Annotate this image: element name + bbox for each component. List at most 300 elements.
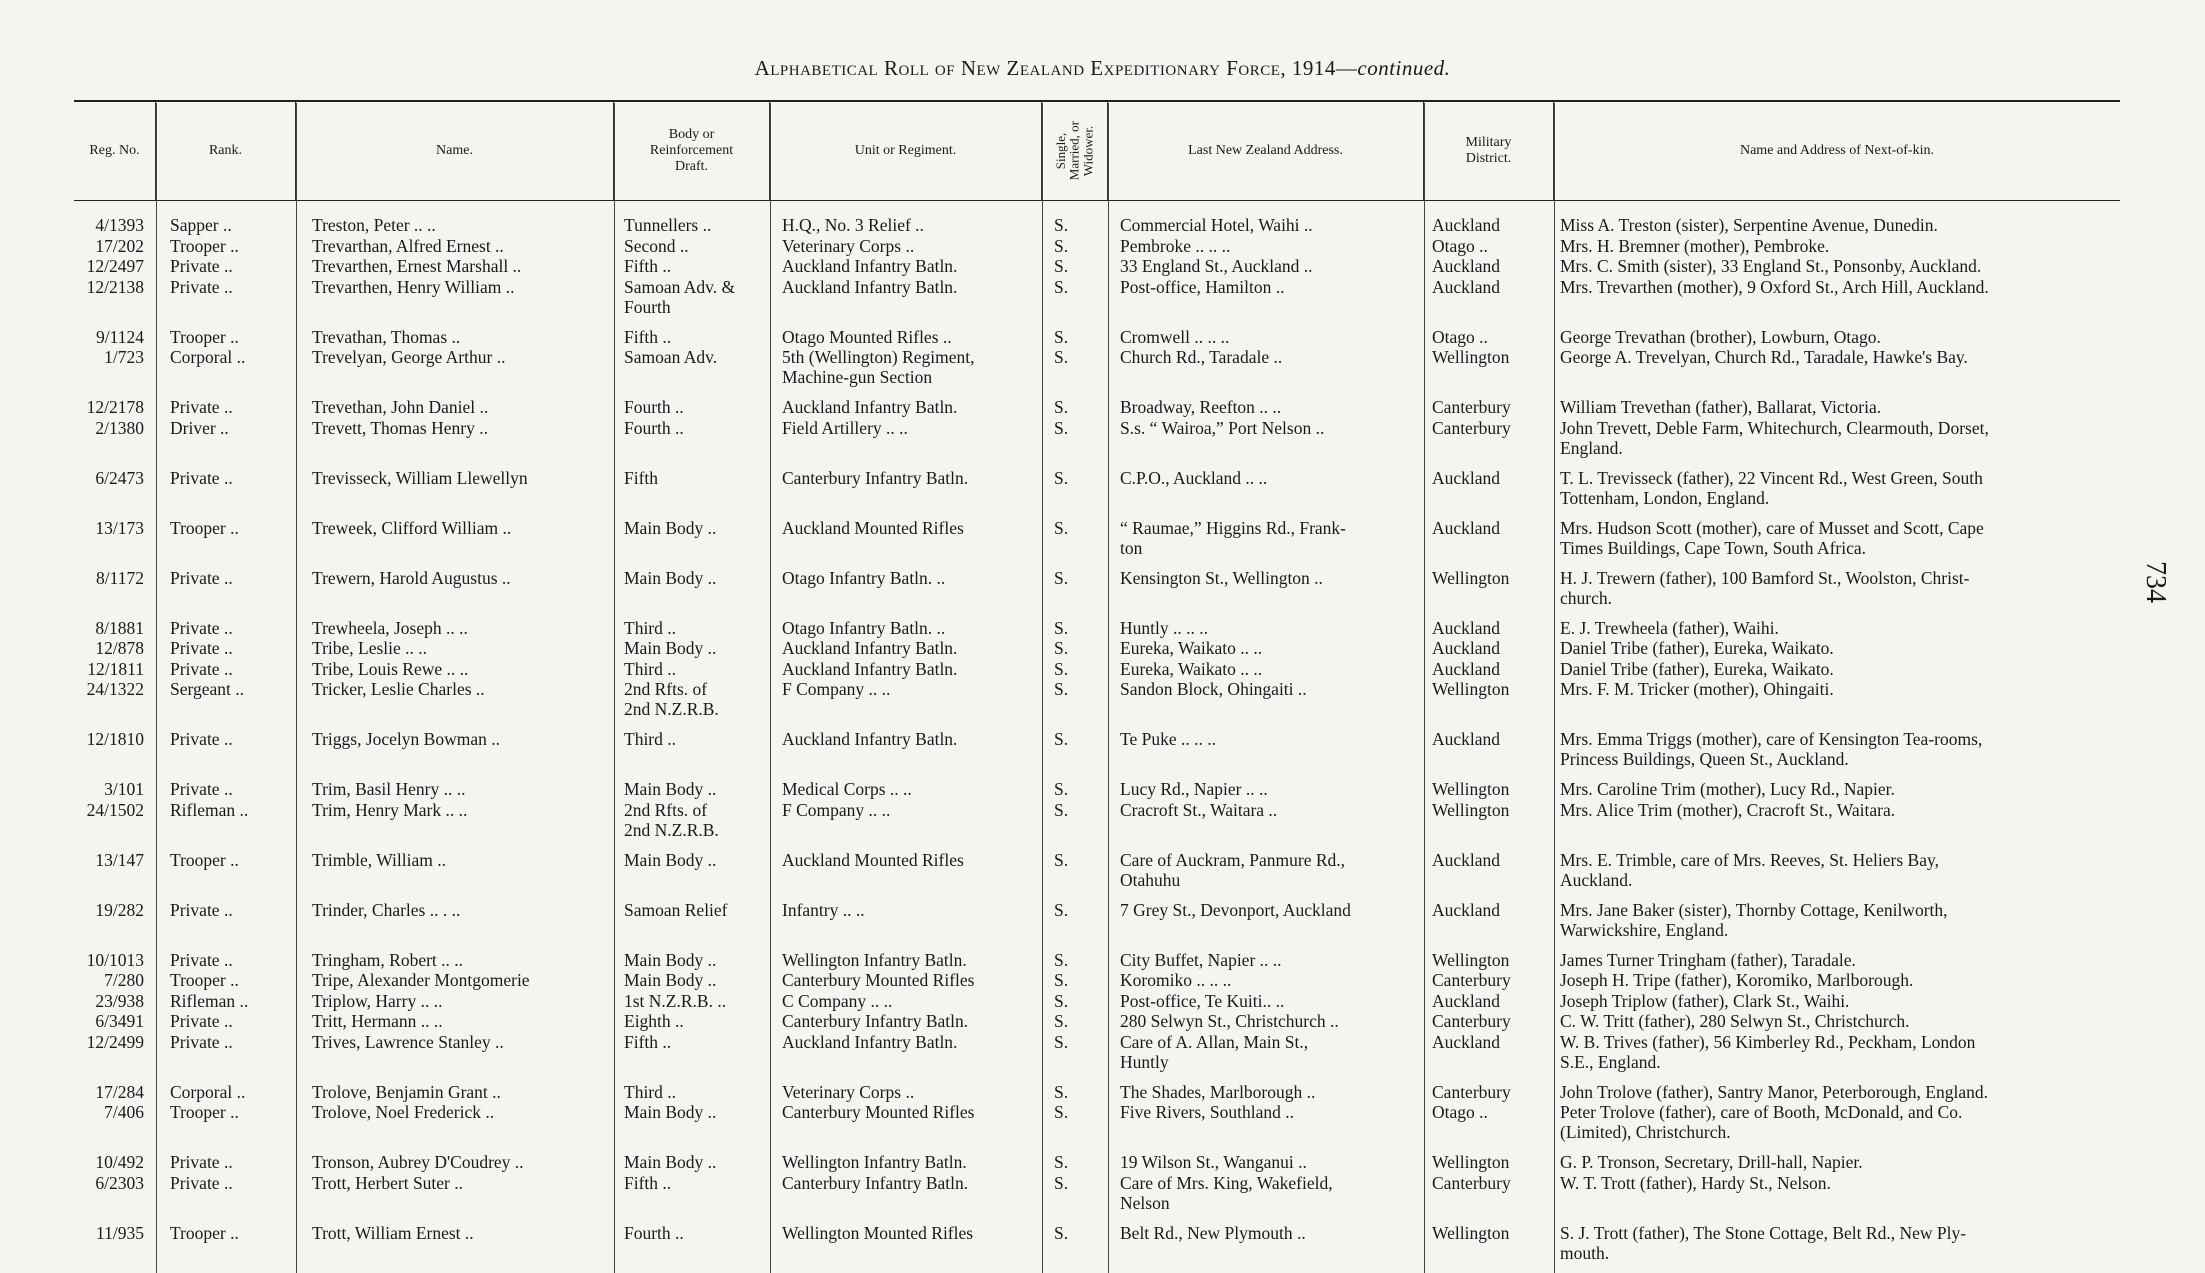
unit-cell: Auckland Infantry Batln.	[782, 397, 958, 417]
marital-cell: S.	[1054, 679, 1069, 699]
table-row	[74, 1011, 2120, 1031]
body-cell: Main Body ..	[624, 849, 717, 870]
body-cell: 1st N.Z.R.B. ..	[624, 990, 727, 1011]
district-cell: Auckland	[1432, 638, 1501, 658]
name-cell: Trevarthen, Henry William ..	[312, 276, 515, 297]
district-cell: Canterbury	[1432, 1011, 1511, 1031]
rank-cell: Private ..	[170, 1172, 233, 1193]
unit-cell: Canterbury Infantry Batln.	[782, 467, 969, 488]
address-cell: C.P.O., Auckland .. ..	[1120, 467, 1268, 488]
unit-cell: C Company .. ..	[782, 990, 893, 1011]
header-body: Body or Reinforcement Draft.	[614, 102, 770, 200]
page-title-main: Alphabetical Roll of New Zealand Expeditionary Force, 1914—	[754, 56, 1358, 80]
next-of-kin-cell: Miss A. Treston (sister), Serpentine Avenue, Dunedin.	[1560, 215, 1938, 235]
unit-cell: Otago Mounted Rifles ..	[782, 326, 952, 347]
page-title-continued: continued.	[1357, 56, 1451, 80]
table-row	[74, 236, 2120, 256]
header-kin: Name and Address of Next-of-kin.	[1739, 142, 1934, 158]
district-cell: Wellington	[1432, 779, 1510, 799]
table-row	[74, 638, 2120, 658]
table-row	[74, 659, 2120, 679]
district-cell: Auckland	[1432, 849, 1501, 870]
name-cell: Trim, Basil Henry .. ..	[312, 779, 466, 799]
body-cell: Third ..	[624, 658, 677, 679]
reg-no-cell: 13/147	[95, 849, 144, 870]
body-cell: Main Body ..	[624, 949, 717, 970]
page-title	[0, 56, 2205, 81]
page-number: 734	[2140, 561, 2171, 603]
rank-cell: Private ..	[170, 949, 233, 970]
table-row	[74, 800, 2120, 841]
address-cell: 33 England St., Auckland ..	[1120, 256, 1313, 276]
address-cell: Cracroft St., Waitara ..	[1120, 799, 1278, 820]
table-row	[74, 347, 2120, 388]
rank-cell: Private ..	[170, 658, 233, 679]
marital-cell: S.	[1054, 658, 1069, 679]
marital-cell: S.	[1054, 729, 1069, 749]
body-cell: Samoan Adv. & Fourth	[624, 276, 736, 317]
name-cell: Tricker, Leslie Charles ..	[312, 679, 485, 699]
district-cell: Auckland	[1432, 658, 1501, 679]
name-cell: Trolove, Benjamin Grant ..	[312, 1081, 501, 1102]
name-cell: Trevisseck, William Llewellyn	[312, 467, 528, 488]
table-row	[74, 1173, 2120, 1214]
address-cell: Commercial Hotel, Waihi ..	[1120, 215, 1313, 235]
address-cell: Belt Rd., New Plymouth ..	[1120, 1222, 1306, 1243]
name-cell: Trevarthen, Ernest Marshall ..	[312, 256, 522, 276]
reg-no-cell: 10/1013	[86, 949, 144, 970]
address-cell: Care of A. Allan, Main St., Huntly	[1120, 1031, 1309, 1072]
reg-no-cell: 17/284	[95, 1081, 144, 1102]
table-row	[74, 1152, 2120, 1172]
unit-cell: Veterinary Corps ..	[782, 1081, 915, 1102]
reg-no-cell: 12/1811	[87, 658, 144, 679]
rank-cell: Private ..	[170, 617, 233, 638]
reg-no-cell: 3/101	[104, 779, 144, 799]
body-cell: Fifth ..	[624, 256, 672, 276]
address-cell: Pembroke .. .. ..	[1120, 235, 1231, 256]
marital-cell: S.	[1054, 347, 1069, 367]
next-of-kin-cell: William Trevethan (father), Ballarat, Victoria.	[1560, 397, 1882, 417]
reg-no-cell: 6/2473	[95, 467, 144, 488]
reg-no-cell: 1/723	[104, 347, 144, 367]
next-of-kin-cell: George A. Trevelyan, Church Rd., Taradale, Hawke's Bay.	[1560, 347, 1968, 367]
marital-cell: S.	[1054, 1172, 1069, 1193]
table-row	[74, 518, 2120, 559]
unit-cell: Canterbury Mounted Rifles	[782, 1102, 975, 1122]
district-cell: Auckland	[1432, 729, 1501, 749]
marital-cell: S.	[1054, 1031, 1069, 1052]
reg-no-cell: 10/492	[95, 1152, 144, 1172]
name-cell: Triplow, Harry .. ..	[312, 990, 443, 1011]
district-cell: Wellington	[1432, 567, 1510, 588]
unit-cell: Infantry .. ..	[782, 899, 865, 920]
district-cell: Auckland	[1432, 617, 1501, 638]
reg-no-cell: 7/280	[104, 970, 144, 990]
body-cell: Fourth ..	[624, 417, 684, 438]
header-unit: Unit or Regiment.	[770, 102, 1042, 200]
rank-cell: Rifleman ..	[170, 799, 249, 820]
body-cell: Main Body ..	[624, 970, 717, 990]
reg-no-cell: 11/935	[96, 1222, 144, 1243]
reg-no-cell: 7/406	[104, 1102, 144, 1122]
marital-cell: S.	[1054, 397, 1069, 417]
district-cell: Wellington	[1432, 799, 1510, 820]
rank-cell: Private ..	[170, 1011, 233, 1031]
address-cell: Eureka, Waikato .. ..	[1120, 658, 1263, 679]
rank-cell: Private ..	[170, 276, 233, 297]
body-cell: Third ..	[624, 617, 677, 638]
rank-cell: Private ..	[170, 638, 233, 658]
marital-cell: S.	[1054, 1102, 1069, 1122]
unit-cell: Auckland Infantry Batln.	[782, 276, 958, 297]
header-district: Military District.	[1424, 102, 1554, 200]
marital-cell: S.	[1054, 899, 1069, 920]
next-of-kin-cell: Mrs. Trevarthen (mother), 9 Oxford St., Arch Hill, Auckland.	[1560, 276, 1989, 297]
roll-table	[74, 100, 2120, 1273]
unit-cell: Auckland Mounted Rifles	[782, 849, 964, 870]
address-cell: Post-office, Hamilton ..	[1120, 276, 1285, 297]
body-cell: Fourth ..	[624, 397, 684, 417]
address-cell: Care of Auckram, Panmure Rd., Otahuhu	[1120, 849, 1346, 890]
reg-no-cell: 12/2497	[86, 256, 144, 276]
reg-no-cell: 24/1502	[86, 799, 144, 820]
next-of-kin-cell: Joseph H. Tripe (father), Koromiko, Marlborough.	[1560, 970, 1914, 990]
table-row	[74, 1082, 2120, 1102]
unit-cell: Canterbury Infantry Batln.	[782, 1011, 969, 1031]
address-cell: 19 Wilson St., Wanganui ..	[1120, 1152, 1307, 1172]
marital-cell: S.	[1054, 779, 1069, 799]
table-row	[74, 327, 2120, 347]
address-cell: Koromiko .. .. ..	[1120, 970, 1232, 990]
reg-no-cell: 8/1172	[96, 567, 144, 588]
district-cell: Wellington	[1432, 1222, 1510, 1243]
reg-no-cell: 23/938	[95, 990, 144, 1011]
unit-cell: Canterbury Infantry Batln.	[782, 1172, 969, 1193]
rank-cell: Corporal ..	[170, 1081, 246, 1102]
table-row	[74, 679, 2120, 720]
body-cell: Tunnellers ..	[624, 215, 712, 235]
next-of-kin-cell: Mrs. H. Bremner (mother), Pembroke.	[1560, 235, 1830, 256]
rank-cell: Private ..	[170, 397, 233, 417]
table-row	[74, 1223, 2120, 1264]
district-cell: Auckland	[1432, 215, 1501, 235]
rank-cell: Rifleman ..	[170, 990, 249, 1011]
name-cell: Trolove, Noel Frederick ..	[312, 1102, 495, 1122]
district-cell: Auckland	[1432, 467, 1501, 488]
address-cell: Broadway, Reefton .. ..	[1120, 397, 1282, 417]
table-row	[74, 618, 2120, 638]
unit-cell: 5th (Wellington) Regiment, Machine-gun Section	[782, 347, 975, 387]
address-cell: Lucy Rd., Napier .. ..	[1120, 779, 1268, 799]
marital-cell: S.	[1054, 1152, 1069, 1172]
rank-cell: Trooper ..	[170, 235, 239, 256]
next-of-kin-cell: Joseph Triplow (father), Clark St., Waihi.	[1560, 990, 1850, 1011]
rank-cell: Corporal ..	[170, 347, 246, 367]
body-cell: Third ..	[624, 1081, 677, 1102]
address-cell: Eureka, Waikato .. ..	[1120, 638, 1263, 658]
district-cell: Auckland	[1432, 256, 1501, 276]
district-cell: Otago ..	[1432, 326, 1488, 347]
table-row	[74, 850, 2120, 891]
name-cell: Treweek, Clifford William ..	[312, 517, 512, 538]
body-cell: Main Body ..	[624, 1102, 717, 1122]
address-cell: “ Raumae,” Higgins Rd., Frank- ton	[1120, 517, 1346, 558]
body-cell: 2nd Rfts. of 2nd N.Z.R.B.	[624, 799, 719, 840]
next-of-kin-cell: C. W. Tritt (father), 280 Selwyn St., Christchurch.	[1560, 1011, 1910, 1031]
next-of-kin-cell: Mrs. C. Smith (sister), 33 England St., Ponsonby, Auckland.	[1560, 256, 1982, 276]
rank-cell: Private ..	[170, 899, 233, 920]
reg-no-cell: 12/1810	[86, 729, 144, 749]
table-header	[74, 100, 2120, 201]
reg-no-cell: 9/1124	[96, 326, 144, 347]
table-row	[74, 215, 2120, 235]
next-of-kin-cell: W. T. Trott (father), Hardy St., Nelson.	[1560, 1172, 1831, 1193]
body-cell: Samoan Adv.	[624, 347, 718, 367]
name-cell: Trevathan, Thomas ..	[312, 326, 461, 347]
name-cell: Trevett, Thomas Henry ..	[312, 417, 488, 438]
reg-no-cell: 19/282	[95, 899, 144, 920]
rank-cell: Private ..	[170, 1031, 233, 1052]
marital-cell: S.	[1054, 326, 1069, 347]
district-cell: Wellington	[1432, 949, 1510, 970]
reg-no-cell: 4/1393	[95, 215, 144, 235]
next-of-kin-cell: Mrs. F. M. Tricker (mother), Ohingaiti.	[1560, 679, 1834, 699]
table-row	[74, 277, 2120, 318]
district-cell: Auckland	[1432, 276, 1501, 297]
next-of-kin-cell: H. J. Trewern (father), 100 Bamford St., Woolston, Christ- church.	[1560, 567, 1970, 608]
district-cell: Canterbury	[1432, 417, 1511, 438]
rank-cell: Private ..	[170, 567, 233, 588]
unit-cell: Wellington Infantry Batln.	[782, 949, 967, 970]
unit-cell: Auckland Infantry Batln.	[782, 729, 958, 749]
marital-cell: S.	[1054, 235, 1069, 256]
body-cell: Fifth ..	[624, 1172, 672, 1193]
next-of-kin-cell: Mrs. Jane Baker (sister), Thornby Cottage, Kenilworth, Warwickshire, England.	[1560, 899, 1948, 940]
unit-cell: Auckland Infantry Batln.	[782, 1031, 958, 1052]
unit-cell: Otago Infantry Batln. ..	[782, 567, 946, 588]
district-cell: Canterbury	[1432, 970, 1511, 990]
marital-cell: S.	[1054, 567, 1069, 588]
table-row	[74, 397, 2120, 417]
marital-cell: S.	[1054, 517, 1069, 538]
rank-cell: Private ..	[170, 1152, 233, 1172]
body-cell: Fifth ..	[624, 326, 672, 347]
next-of-kin-cell: S. J. Trott (father), The Stone Cottage, Belt Rd., New Ply- mouth.	[1560, 1222, 1967, 1263]
name-cell: Trimble, William ..	[312, 849, 446, 870]
rank-cell: Trooper ..	[170, 326, 239, 347]
rank-cell: Sapper ..	[170, 215, 232, 235]
name-cell: Triggs, Jocelyn Bowman ..	[312, 729, 500, 749]
name-cell: Tripe, Alexander Montgomerie	[312, 970, 530, 990]
body-cell: Samoan Relief	[624, 899, 728, 920]
name-cell: Trewern, Harold Augustus ..	[312, 567, 511, 588]
marital-cell: S.	[1054, 849, 1069, 870]
address-cell: City Buffet, Napier .. ..	[1120, 949, 1282, 970]
body-cell: 2nd Rfts. of 2nd N.Z.R.B.	[624, 679, 719, 719]
header-name: Name.	[296, 102, 614, 200]
district-cell: Auckland	[1432, 517, 1501, 538]
rank-cell: Private ..	[170, 467, 233, 488]
reg-no-cell: 8/1881	[95, 617, 144, 638]
reg-no-cell: 12/2178	[86, 397, 144, 417]
district-cell: Wellington	[1432, 1152, 1510, 1172]
marital-cell: S.	[1054, 1081, 1069, 1102]
district-cell: Wellington	[1432, 679, 1510, 699]
unit-cell: Veterinary Corps ..	[782, 235, 915, 256]
table-row	[74, 256, 2120, 276]
unit-cell: Wellington Mounted Rifles	[782, 1222, 974, 1243]
next-of-kin-cell: George Trevathan (brother), Lowburn, Otago.	[1560, 326, 1881, 347]
rank-cell: Trooper ..	[170, 1222, 239, 1243]
name-cell: Trinder, Charles .. . ..	[312, 899, 461, 920]
header-marital-label: Single, Married, or Widower.	[1053, 121, 1096, 181]
unit-cell: Medical Corps .. ..	[782, 779, 912, 799]
unit-cell: Otago Infantry Batln. ..	[782, 617, 946, 638]
name-cell: Trives, Lawrence Stanley ..	[312, 1031, 504, 1052]
next-of-kin-cell: E. J. Trewheela (father), Waihi.	[1560, 617, 1779, 638]
body-cell: Third ..	[624, 729, 677, 749]
name-cell: Tringham, Robert .. ..	[312, 949, 464, 970]
header-address: Last New Zealand Address.	[1108, 102, 1424, 200]
address-cell: S.s. “ Wairoa,” Port Nelson ..	[1120, 417, 1325, 438]
table-row	[74, 991, 2120, 1011]
marital-cell: S.	[1054, 1222, 1069, 1243]
marital-cell: S.	[1054, 990, 1069, 1011]
district-cell: Otago ..	[1432, 235, 1488, 256]
address-cell: 280 Selwyn St., Christchurch ..	[1120, 1011, 1339, 1031]
table-row	[74, 1102, 2120, 1143]
name-cell: Trott, William Ernest ..	[312, 1222, 474, 1243]
marital-cell: S.	[1054, 256, 1069, 276]
body-cell: Main Body ..	[624, 517, 717, 538]
next-of-kin-cell: John Trevett, Deble Farm, Whitechurch, Clearmouth, Dorset, England.	[1560, 417, 1989, 458]
body-cell: Fourth ..	[624, 1222, 684, 1243]
address-cell: Kensington St., Wellington ..	[1120, 567, 1323, 588]
name-cell: Tribe, Louis Rewe .. ..	[312, 658, 469, 679]
marital-cell: S.	[1054, 949, 1069, 970]
address-cell: Sandon Block, Ohingaiti ..	[1120, 679, 1307, 699]
table-row	[74, 779, 2120, 799]
body-cell: Main Body ..	[624, 1152, 717, 1172]
district-cell: Auckland	[1432, 899, 1501, 920]
address-cell: Five Rivers, Southland ..	[1120, 1102, 1295, 1122]
district-cell: Auckland	[1432, 1031, 1501, 1052]
header-reg-no: Reg. No.	[74, 102, 156, 200]
table-row	[74, 418, 2120, 459]
rank-cell: Private ..	[170, 779, 233, 799]
name-cell: Treston, Peter .. ..	[312, 215, 436, 235]
marital-cell: S.	[1054, 1011, 1069, 1031]
body-cell: Main Body ..	[624, 567, 717, 588]
next-of-kin-cell: Mrs. Emma Triggs (mother), care of Kensington Tea-rooms, Princess Buildings, Queen St., Auckland.	[1560, 729, 1983, 769]
reg-no-cell: 12/2499	[86, 1031, 144, 1052]
marital-cell: S.	[1054, 638, 1069, 658]
body-cell: Eighth ..	[624, 1011, 684, 1031]
address-cell: 7 Grey St., Devonport, Auckland	[1120, 899, 1351, 920]
reg-no-cell: 2/1380	[95, 417, 144, 438]
next-of-kin-cell: Mrs. Alice Trim (mother), Cracroft St., Waitara.	[1560, 799, 1896, 820]
unit-cell: Auckland Infantry Batln.	[782, 658, 958, 679]
address-cell: The Shades, Marlborough ..	[1120, 1081, 1316, 1102]
reg-no-cell: 12/2138	[86, 276, 144, 297]
unit-cell: Auckland Mounted Rifles	[782, 517, 964, 538]
unit-cell: Wellington Infantry Batln.	[782, 1152, 967, 1172]
rank-cell: Trooper ..	[170, 517, 239, 538]
name-cell: Trevethan, John Daniel ..	[312, 397, 489, 417]
next-of-kin-cell: Mrs. Caroline Trim (mother), Lucy Rd., Napier.	[1560, 779, 1895, 799]
reg-no-cell: 6/3491	[95, 1011, 144, 1031]
next-of-kin-cell: James Turner Tringham (father), Taradale.	[1560, 949, 1856, 970]
body-cell: Main Body ..	[624, 779, 717, 799]
name-cell: Trevelyan, George Arthur ..	[312, 347, 506, 367]
district-cell: Canterbury	[1432, 397, 1511, 417]
marital-cell: S.	[1054, 215, 1069, 235]
next-of-kin-cell: John Trolove (father), Santry Manor, Peterborough, England.	[1560, 1081, 1988, 1102]
rank-cell: Driver ..	[170, 417, 229, 438]
district-cell: Canterbury	[1432, 1172, 1511, 1193]
rank-cell: Trooper ..	[170, 849, 239, 870]
name-cell: Trim, Henry Mark .. ..	[312, 799, 468, 820]
next-of-kin-cell: G. P. Tronson, Secretary, Drill-hall, Napier.	[1560, 1152, 1863, 1172]
unit-cell: Canterbury Mounted Rifles	[782, 970, 975, 990]
next-of-kin-cell: T. L. Trevisseck (father), 22 Vincent Rd., West Green, South Tottenham, London, England.	[1560, 467, 1983, 508]
body-cell: Second ..	[624, 235, 689, 256]
next-of-kin-cell: W. B. Trives (father), 56 Kimberley Rd., Peckham, London S.E., England.	[1560, 1031, 1976, 1072]
next-of-kin-cell: Mrs. E. Trimble, care of Mrs. Reeves, St. Heliers Bay, Auckland.	[1560, 849, 1939, 890]
unit-cell: F Company .. ..	[782, 799, 891, 820]
address-cell: Post-office, Te Kuiti.. ..	[1120, 990, 1285, 1011]
table-row	[74, 729, 2120, 770]
address-cell: Cromwell .. .. ..	[1120, 326, 1230, 347]
name-cell: Tronson, Aubrey D'Coudrey ..	[312, 1152, 524, 1172]
table-row	[74, 900, 2120, 941]
table-row	[74, 950, 2120, 970]
body-cell: Fifth ..	[624, 1031, 672, 1052]
marital-cell: S.	[1054, 417, 1069, 438]
table-row	[74, 1032, 2120, 1073]
rank-cell: Trooper ..	[170, 1102, 239, 1122]
name-cell: Trewheela, Joseph .. ..	[312, 617, 468, 638]
marital-cell: S.	[1054, 799, 1069, 820]
reg-no-cell: 24/1322	[86, 679, 144, 699]
district-cell: Auckland	[1432, 990, 1501, 1011]
unit-cell: Auckland Infantry Batln.	[782, 638, 958, 658]
next-of-kin-cell: Mrs. Hudson Scott (mother), care of Musset and Scott, Cape Times Buildings, Cape Town, South Africa.	[1560, 517, 1984, 558]
next-of-kin-cell: Daniel Tribe (father), Eureka, Waikato.	[1560, 638, 1834, 658]
table-row	[74, 468, 2120, 509]
address-cell: Te Puke .. .. ..	[1120, 729, 1216, 749]
next-of-kin-cell: Daniel Tribe (father), Eureka, Waikato.	[1560, 658, 1834, 679]
marital-cell: S.	[1054, 970, 1069, 990]
unit-cell: Field Artillery .. ..	[782, 417, 908, 438]
district-cell: Otago ..	[1432, 1102, 1488, 1122]
reg-no-cell: 13/173	[95, 517, 144, 538]
reg-no-cell: 6/2303	[95, 1172, 144, 1193]
rank-cell: Private ..	[170, 729, 233, 749]
marital-cell: S.	[1054, 467, 1069, 488]
unit-cell: F Company .. ..	[782, 679, 891, 699]
table-row	[74, 970, 2120, 990]
address-cell: Church Rd., Taradale ..	[1120, 347, 1283, 367]
address-cell: Huntly .. .. ..	[1120, 617, 1208, 638]
name-cell: Tribe, Leslie .. ..	[312, 638, 428, 658]
table-body	[74, 215, 2120, 1273]
marital-cell: S.	[1054, 617, 1069, 638]
name-cell: Trott, Herbert Suter ..	[312, 1172, 464, 1193]
district-cell: Canterbury	[1432, 1081, 1511, 1102]
body-cell: Main Body ..	[624, 638, 717, 658]
